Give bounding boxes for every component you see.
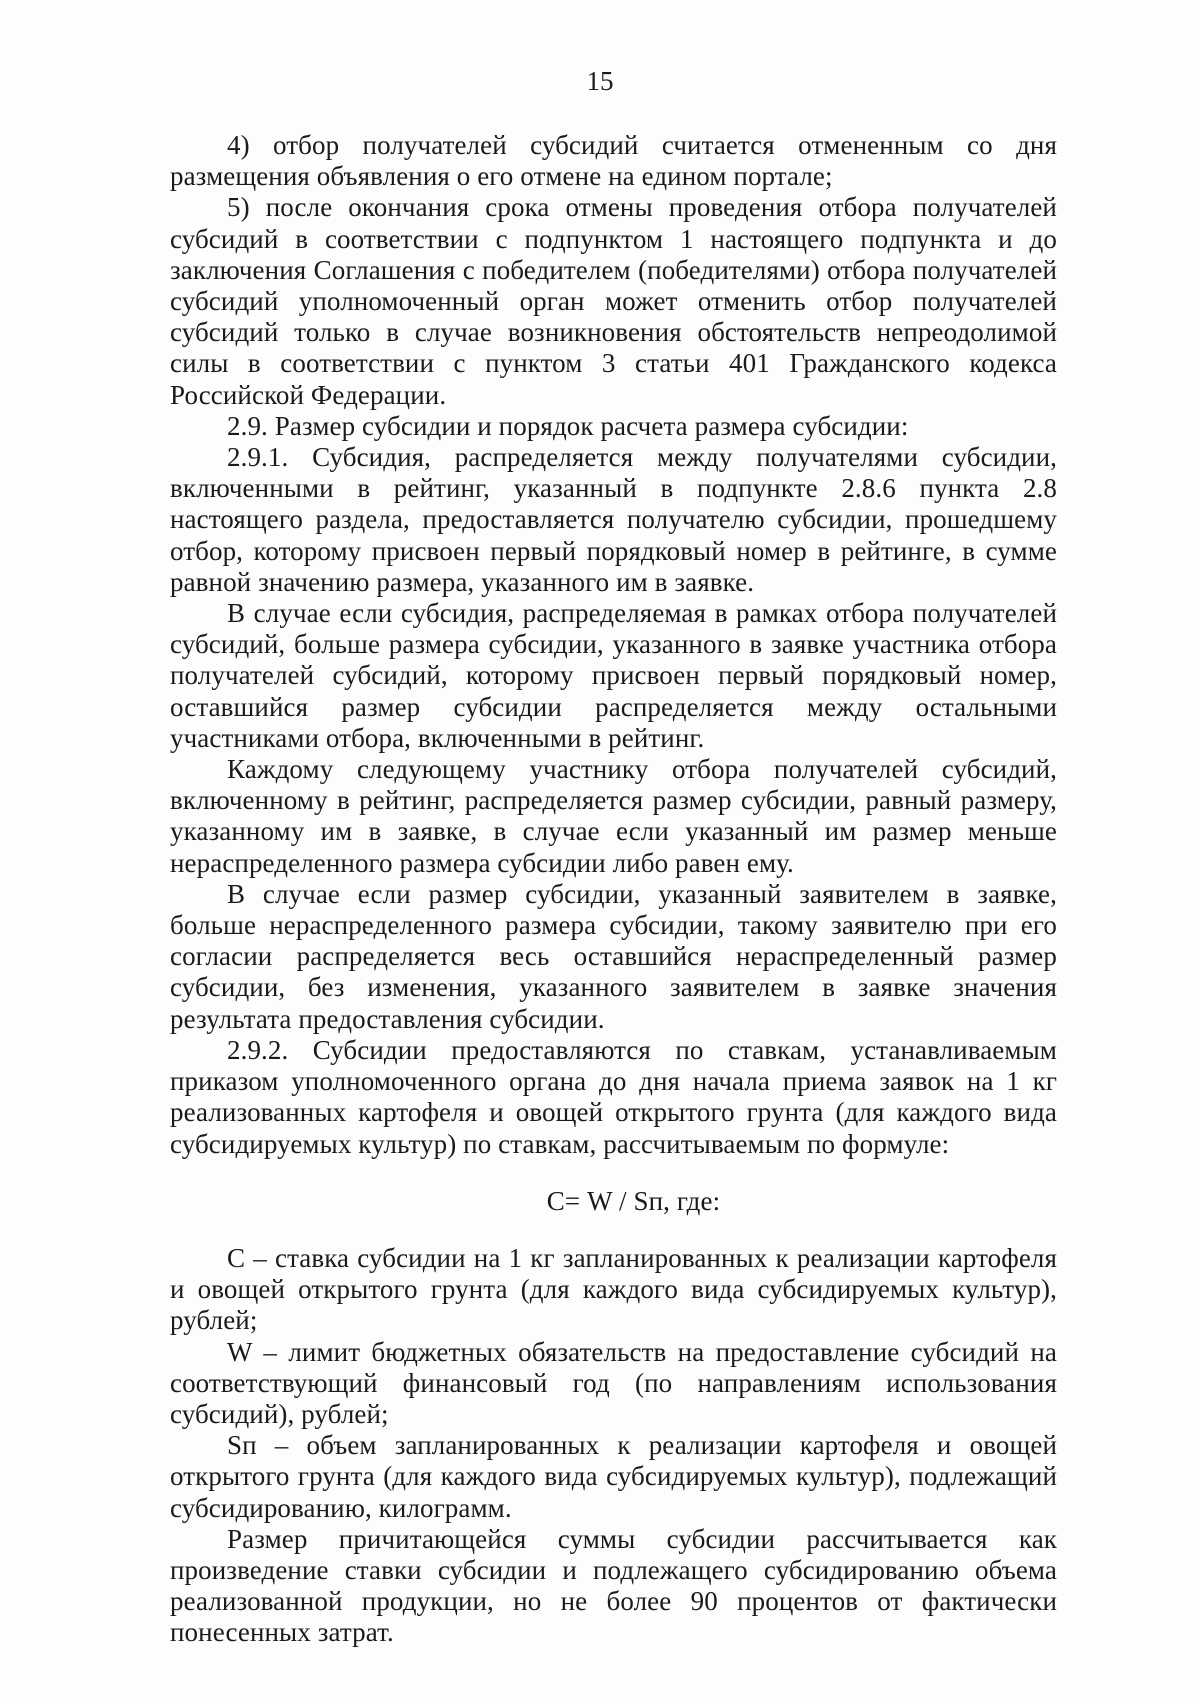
formula-text: С= W / Sп, где: [546,1185,721,1216]
paragraph-cancel-after-deadline: 5) после окончания срока отмены проведения отбора получателей субсидий в соответствии с подпунктом 1 настоящего подпункта и до заключения Соглашения с победителем (победителями) отбора получателей субсидий уполномоченный орган может отменить отбор получателей субсидий только в случае возникновения обстоятельств непреодолимой силы в соответствии с пунктом 3 статьи 401 Гражданского кодекса Российской Федерации. [170,192,1057,410]
definition-sp: Sп – объем запланированных к реализации картофеля и овощей открытого грунта (для каждого вида субсидируемых культур), подлежащий субсидированию, килограмм. [170,1430,1057,1523]
paragraph-2-9-2: 2.9.2. Субсидии предоставляются по ставкам, устанавливаемым приказом уполномоченного органа до дня начала приема заявок на 1 кг реализованных картофеля и овощей открытого грунта (для каждого вида субсидируемых культур) по ставкам, рассчитываемым по формуле: [170,1034,1057,1159]
paragraph-cancel-selection: 4) отбор получателей субсидий считается отмененным со дня размещения объявления о его отмене на едином портале; [170,130,1057,192]
paragraph-amount-calculation: Размер причитающейся суммы субсидии рассчитывается как произведение ставки субсидии и подлежащего субсидированию объема реализованной продукции, но не более 90 процентов от фактически понесенных затрат. [170,1523,1057,1648]
paragraph-2-9-1: 2.9.1. Субсидия, распределяется между получателями субсидии, включенными в рейтинг, указанный в подпункте 2.8.6 пункта 2.8 настоящего раздела, предоставляется получателю субсидии, прошедшему отбор, которому присвоен первый порядковый номер в рейтинге, в сумме равной значению размера, указанного им в заявке. [170,442,1057,597]
formula [170,1186,1057,1217]
paragraph-next-participant: Каждому следующему участнику отбора получателей субсидий, включенному в рейтинг, распределяется размер субсидии, равный размеру, указанному им в заявке, в случае если указанный им размер меньше нераспределенного размера субсидии либо равен ему. [170,754,1057,878]
paragraph-larger-request: В случае если размер субсидии, указанный заявителем в заявке, больше нераспределенного размера субсидии, такому заявителю при его согласии распределяется весь оставшийся нераспределенный размер субсидии, без изменения, указанного заявителем в заявке значения результата предоставления субсидии. [170,878,1057,1034]
paragraph-remaining-subsidy: В случае если субсидия, распределяемая в рамках отбора получателей субсидий, больше размера субсидии, указанного в заявке участника отбора получателей субсидий, которому присвоен первый порядковый номер, оставшийся размер субсидии распределяется между остальными участниками отбора, включенными в рейтинг. [170,598,1057,753]
definition-c: С – ставка субсидии на 1 кг запланированных к реализации картофеля и овощей открытого грунта (для каждого вида субсидируемых культур), рублей; [170,1242,1057,1336]
definition-w: W – лимит бюджетных обязательств на предоставление субсидий на соответствующий финансовый год (по направлениям использования субсидий), рублей; [170,1336,1057,1429]
section-heading-2-9: 2.9. Размер субсидии и порядок расчета размера субсидии: [227,410,909,441]
page-number: 15 [586,66,614,96]
document-body [170,130,1057,1649]
